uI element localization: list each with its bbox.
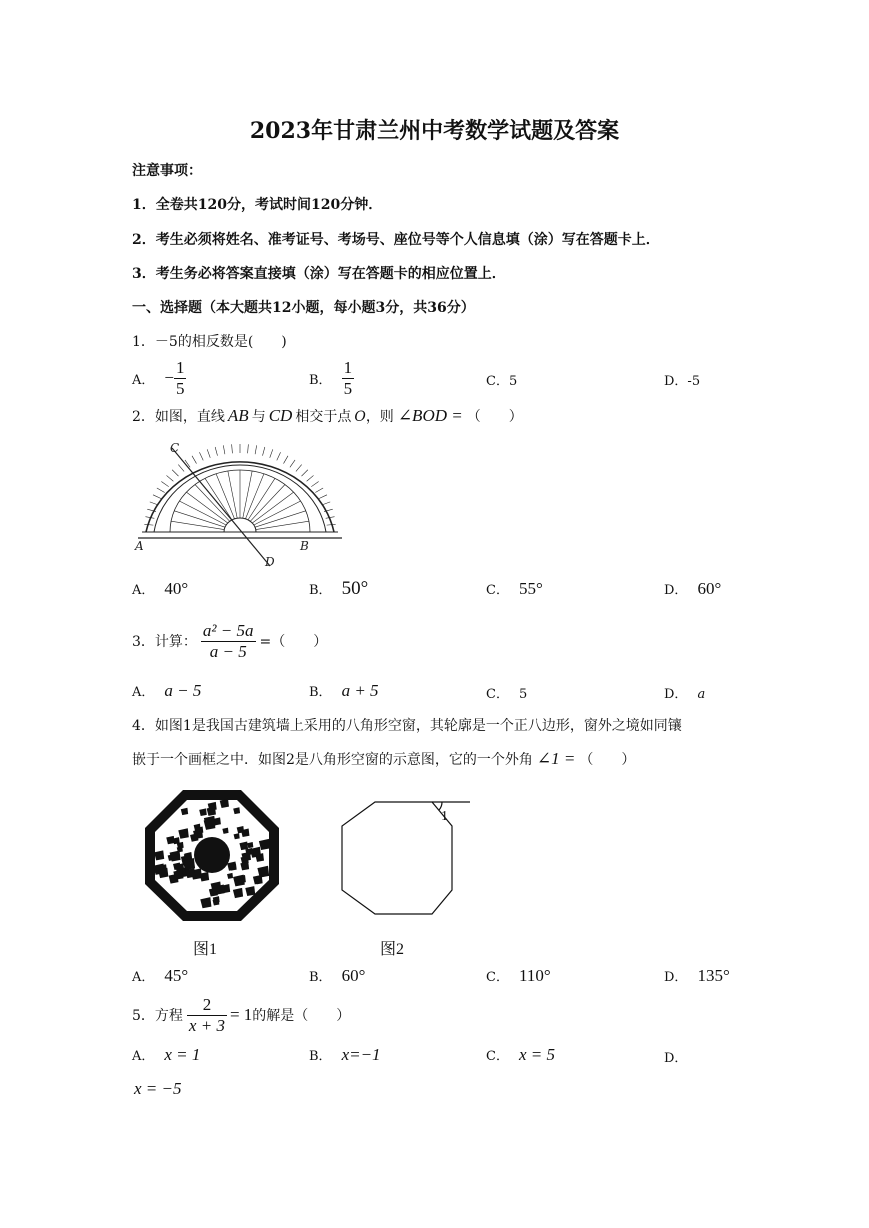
- q4-stem-text: （ ）: [579, 752, 636, 768]
- q3-option-b[interactable]: [309, 681, 379, 701]
- q2-line-cd: CD: [268, 406, 293, 425]
- q4-stem-text: 嵌于一个画框之中．如图2是八角形空窗的示意图，它的一个外角: [132, 752, 533, 768]
- q2-option-d-label: D．: [664, 583, 688, 598]
- q1-option-b[interactable]: [309, 355, 354, 401]
- q1-option-a-denominator: 5: [175, 378, 185, 398]
- notice-item-3: 3．考生务必将答案直接填（涂）写在答题卡的相应位置上．: [132, 266, 506, 282]
- q5-option-b-value: x=−1: [341, 1045, 381, 1064]
- q3-option-a-label: A．: [132, 685, 155, 700]
- q4-stem-line1: 4．如图1是我国古建筑墙上采用的八角形空窗，其轮廓是一个正八边形，窗外之境如同镶: [132, 718, 682, 734]
- q1-option-b-numerator: 1: [343, 357, 353, 377]
- fig-label-b: B: [300, 539, 309, 553]
- q4-option-b-label: B．: [309, 970, 332, 985]
- q1-option-a[interactable]: [132, 355, 186, 401]
- q3-option-d[interactable]: [664, 683, 705, 702]
- q1-option-a-label: A．: [132, 372, 155, 388]
- q3-option-c-label: C．: [486, 687, 509, 702]
- q1-option-d[interactable]: D．-5: [664, 374, 701, 389]
- protractor-figure: [132, 438, 347, 573]
- q1-option-b-fraction: [342, 358, 355, 399]
- q4-option-a-value: 45°: [164, 966, 189, 985]
- fig-label-c: C: [170, 441, 180, 455]
- page-title: 2023年甘肃兰州中考数学试题及答案: [249, 118, 620, 144]
- q1-stem: 1．－5的相反数是( ): [132, 334, 287, 350]
- q2-option-b-label: B．: [309, 583, 332, 598]
- q4-option-c-value: 110°: [518, 966, 551, 985]
- q3-denominator: a − 5: [209, 641, 247, 661]
- q3-stem-text: 3．计算：: [132, 634, 197, 650]
- q2-stem-text: 2．如图，直线: [132, 409, 225, 425]
- q2-stem-text: （ ）: [466, 409, 523, 425]
- notice-item-2: 2．考生必须将姓名、准考证号、考场号、座位号等个人信息填（涂）写在答题卡上．: [132, 232, 660, 248]
- q5-option-c-label: C．: [486, 1049, 509, 1064]
- q2-option-a-label: A．: [132, 583, 155, 598]
- q2-option-a-value: 40°: [164, 579, 189, 598]
- q3-option-b-label: B．: [309, 685, 332, 700]
- q1-option-a-fraction: [174, 358, 187, 399]
- q2-stem: [132, 406, 523, 426]
- q3-option-c[interactable]: [486, 683, 527, 702]
- q4-angle: ∠1 =: [536, 749, 576, 768]
- notice-heading: 注意事项：: [132, 163, 202, 179]
- q4-option-d[interactable]: [664, 966, 730, 986]
- fig-label-d: D: [265, 555, 275, 569]
- q5-numerator: 2: [187, 995, 227, 1016]
- q5-option-c-value: x = 5: [518, 1045, 555, 1064]
- octagon-window-figure: [143, 788, 281, 923]
- q4-option-c[interactable]: [486, 966, 551, 986]
- q5-option-c[interactable]: [486, 1045, 555, 1065]
- q4-option-a[interactable]: [132, 966, 188, 986]
- q2-option-c-label: C．: [486, 583, 509, 598]
- section-heading: 一、选择题（本大题共12小题，每小题3分，共36分）: [132, 300, 475, 316]
- q3-option-d-label: D．: [664, 687, 688, 702]
- q1-option-a-numerator: 1: [175, 357, 185, 377]
- q3-option-c-value: 5: [518, 687, 528, 702]
- q5-option-a[interactable]: [132, 1045, 200, 1065]
- octagon-diagram-figure: [338, 796, 478, 920]
- q2-option-a[interactable]: [132, 579, 188, 599]
- q2-line-ab: AB: [227, 406, 249, 425]
- fig2-caption: 图2: [380, 941, 405, 958]
- q4-option-b-value: 60°: [341, 966, 366, 985]
- q4-option-d-label: D．: [664, 970, 688, 985]
- angle-1-label: 1: [441, 809, 448, 824]
- q2-option-c-value: 55°: [518, 579, 543, 598]
- q2-stem-text: 相交于点: [295, 409, 352, 425]
- q3-stem-tail: =（ ）: [259, 634, 328, 650]
- q5-option-d-value[interactable]: x = −5: [134, 1079, 182, 1098]
- q5-option-d-label[interactable]: D．: [664, 1051, 688, 1066]
- q4-option-a-label: A．: [132, 970, 155, 985]
- q5-option-a-value: x = 1: [164, 1045, 201, 1064]
- q3-option-a-value: a − 5: [164, 681, 202, 700]
- q5-fraction: [187, 995, 227, 1036]
- q5-denominator: x + 3: [188, 1015, 225, 1035]
- q2-stem-text: 与: [251, 409, 266, 425]
- q4-stem-line2: [132, 749, 635, 769]
- q2-option-d[interactable]: [664, 579, 721, 599]
- q2-point-o: O: [354, 409, 366, 425]
- q1-option-b-label: B．: [309, 372, 332, 388]
- q2-angle: ∠BOD =: [397, 406, 463, 425]
- q4-option-d-value: 135°: [697, 966, 730, 985]
- fig-label-a: A: [135, 539, 144, 553]
- q3-option-d-value: a: [697, 687, 706, 702]
- q3-fraction: [201, 621, 256, 662]
- q5-option-b-label: B．: [309, 1049, 332, 1064]
- q2-option-d-value: 60°: [697, 579, 722, 598]
- q5-stem-text: 5．方程: [132, 1008, 183, 1024]
- q3-numerator: a² − 5a: [202, 620, 254, 640]
- q2-option-b-value: 50°: [341, 578, 369, 599]
- q4-option-c-label: C．: [486, 970, 509, 985]
- q5-option-b[interactable]: [309, 1045, 381, 1065]
- q5-stem: [132, 992, 350, 1038]
- q5-stem-tail: 的解是（ ）: [252, 1008, 351, 1024]
- q4-option-b[interactable]: [309, 966, 365, 986]
- q1-option-a-sign: −: [164, 368, 174, 387]
- q1-option-c[interactable]: C．5: [486, 374, 518, 389]
- q2-option-b[interactable]: [309, 578, 368, 600]
- q5-equals: = 1: [229, 1005, 253, 1024]
- q2-option-c[interactable]: [486, 579, 543, 599]
- q3-stem: [132, 616, 327, 666]
- q5-option-a-label: A．: [132, 1049, 155, 1064]
- q2-stem-text: ，则: [365, 409, 394, 425]
- notice-item-1: 1．全卷共120分，考试时间120分钟．: [132, 197, 383, 213]
- q3-option-a[interactable]: [132, 681, 201, 701]
- fig1-caption: 图1: [193, 941, 218, 958]
- q3-option-b-value: a + 5: [341, 681, 379, 700]
- q1-option-b-denominator: 5: [343, 378, 353, 398]
